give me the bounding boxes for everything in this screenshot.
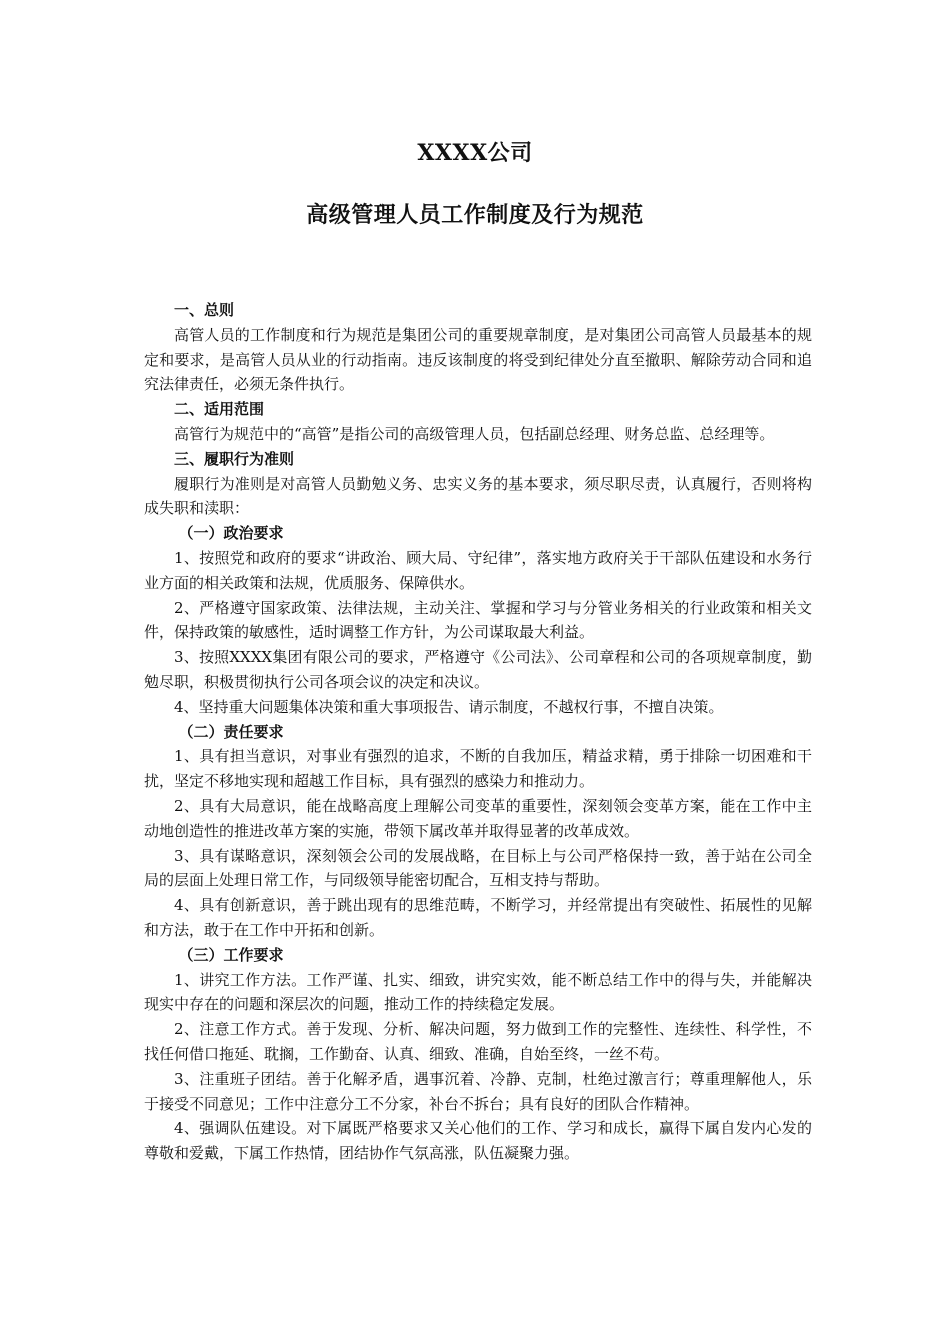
paragraph-general: 高管人员的工作制度和行为规范是集团公司的重要规章制度，是对集团公司高管人员最基本的规定和要求，是高管人员从业的行动指南。违反该制度的将受到纪律处分直至撤职、解除劳动合同和追究法律责任，必须无条件执行。	[144, 325, 812, 394]
company-title: XXXX公司	[417, 140, 533, 166]
list-item: 1、按照党和政府的要求“讲政治、顾大局、守纪律”，落实地方政府关于干部队伍建设和水务行业方面的相关政策和法规，优质服务、保障供水。	[144, 548, 812, 592]
paragraph-conduct: 履职行为准则是对高管人员勤勉义务、忠实义务的基本要求，须尽职尽责，认真履行，否则将构成失职和渎职：	[144, 474, 812, 518]
list-item: 4、强调队伍建设。对下属既严格要求又关心他们的工作、学习和成长，赢得下属自发内心发的尊敬和爱戴，下属工作热情，团结协作气氛高涨，队伍凝聚力强。	[144, 1119, 812, 1163]
subsection-heading-work: （三）工作要求	[178, 945, 284, 964]
list-item: 3、按照XXXX集团有限公司的要求，严格遵守《公司法》、公司章程和公司的各项规章制度，勤勉尽职，积极贯彻执行公司各项会议的决定和决议。	[144, 648, 812, 691]
section-heading-conduct: 三、履职行为准则	[174, 449, 295, 468]
list-item: 2、具有大局意识，能在战略高度上理解公司变革的重要性，深刻领会变革方案，能在工作中主动地创造性的推进改革方案的实施，带领下属改革并取得显著的改革成效。	[144, 796, 812, 840]
list-item: 2、严格遵守国家政策、法律法规，主动关注、掌握和学习与分管业务相关的行业政策和相关文件，保持政策的敏感性，适时调整工作方针，为公司谋取最大利益。	[144, 598, 812, 642]
section-heading-general: 一、总则	[174, 301, 235, 319]
list-item: 4、坚持重大问题集体决策和重大事项报告、请示制度，不越权行事，不擅自决策。	[174, 697, 724, 716]
list-item: 1、具有担当意识，对事业有强烈的追求，不断的自我加压，精益求精，勇于排除一切困难和干扰，坚定不移地实现和超越工作目标，具有强烈的感染力和推动力。	[144, 747, 812, 791]
paragraph-scope: 高管行为规范中的“高管”是指公司的高级管理人员，包括副总经理、财务总监、总经理等。	[174, 424, 775, 443]
section-heading-scope: 二、适用范围	[174, 400, 265, 419]
document-title: 高级管理人员工作制度及行为规范	[306, 202, 644, 228]
subsection-heading-responsibility: （二）责任要求	[178, 722, 284, 741]
list-item: 3、具有谋略意识，深刻领会公司的发展战略，在目标上与公司严格保持一致，善于站在公司全局的层面上处理日常工作，与同级领导能密切配合，互相支持与帮助。	[144, 846, 812, 890]
document-body	[144, 298, 812, 1166]
list-item: 3、注重班子团结。善于化解矛盾，遇事沉着、冷静、克制，杜绝过激言行；尊重理解他人，乐于接受不同意见；工作中注意分工不分家，补台不拆台；具有良好的团队合作精神。	[144, 1069, 812, 1113]
list-item: 2、注意工作方式。善于发现、分析、解决问题，努力做到工作的完整性、连续性、科学性，不找任何借口拖延、耽搁，工作勤奋、认真、细致、准确，自始至终，一丝不苟。	[144, 1020, 812, 1063]
subsection-heading-political: （一）政治要求	[178, 524, 284, 543]
list-item: 4、具有创新意识，善于跳出现有的思维范畴，不断学习，并经常提出有突破性、拓展性的见解和方法，敢于在工作中开拓和创新。	[144, 896, 812, 939]
list-item: 1、讲究工作方法。工作严谨、扎实、细致，讲究实效，能不断总结工作中的得与失，并能解决现实中存在的问题和深层次的问题，推动工作的持续稳定发展。	[144, 970, 812, 1014]
